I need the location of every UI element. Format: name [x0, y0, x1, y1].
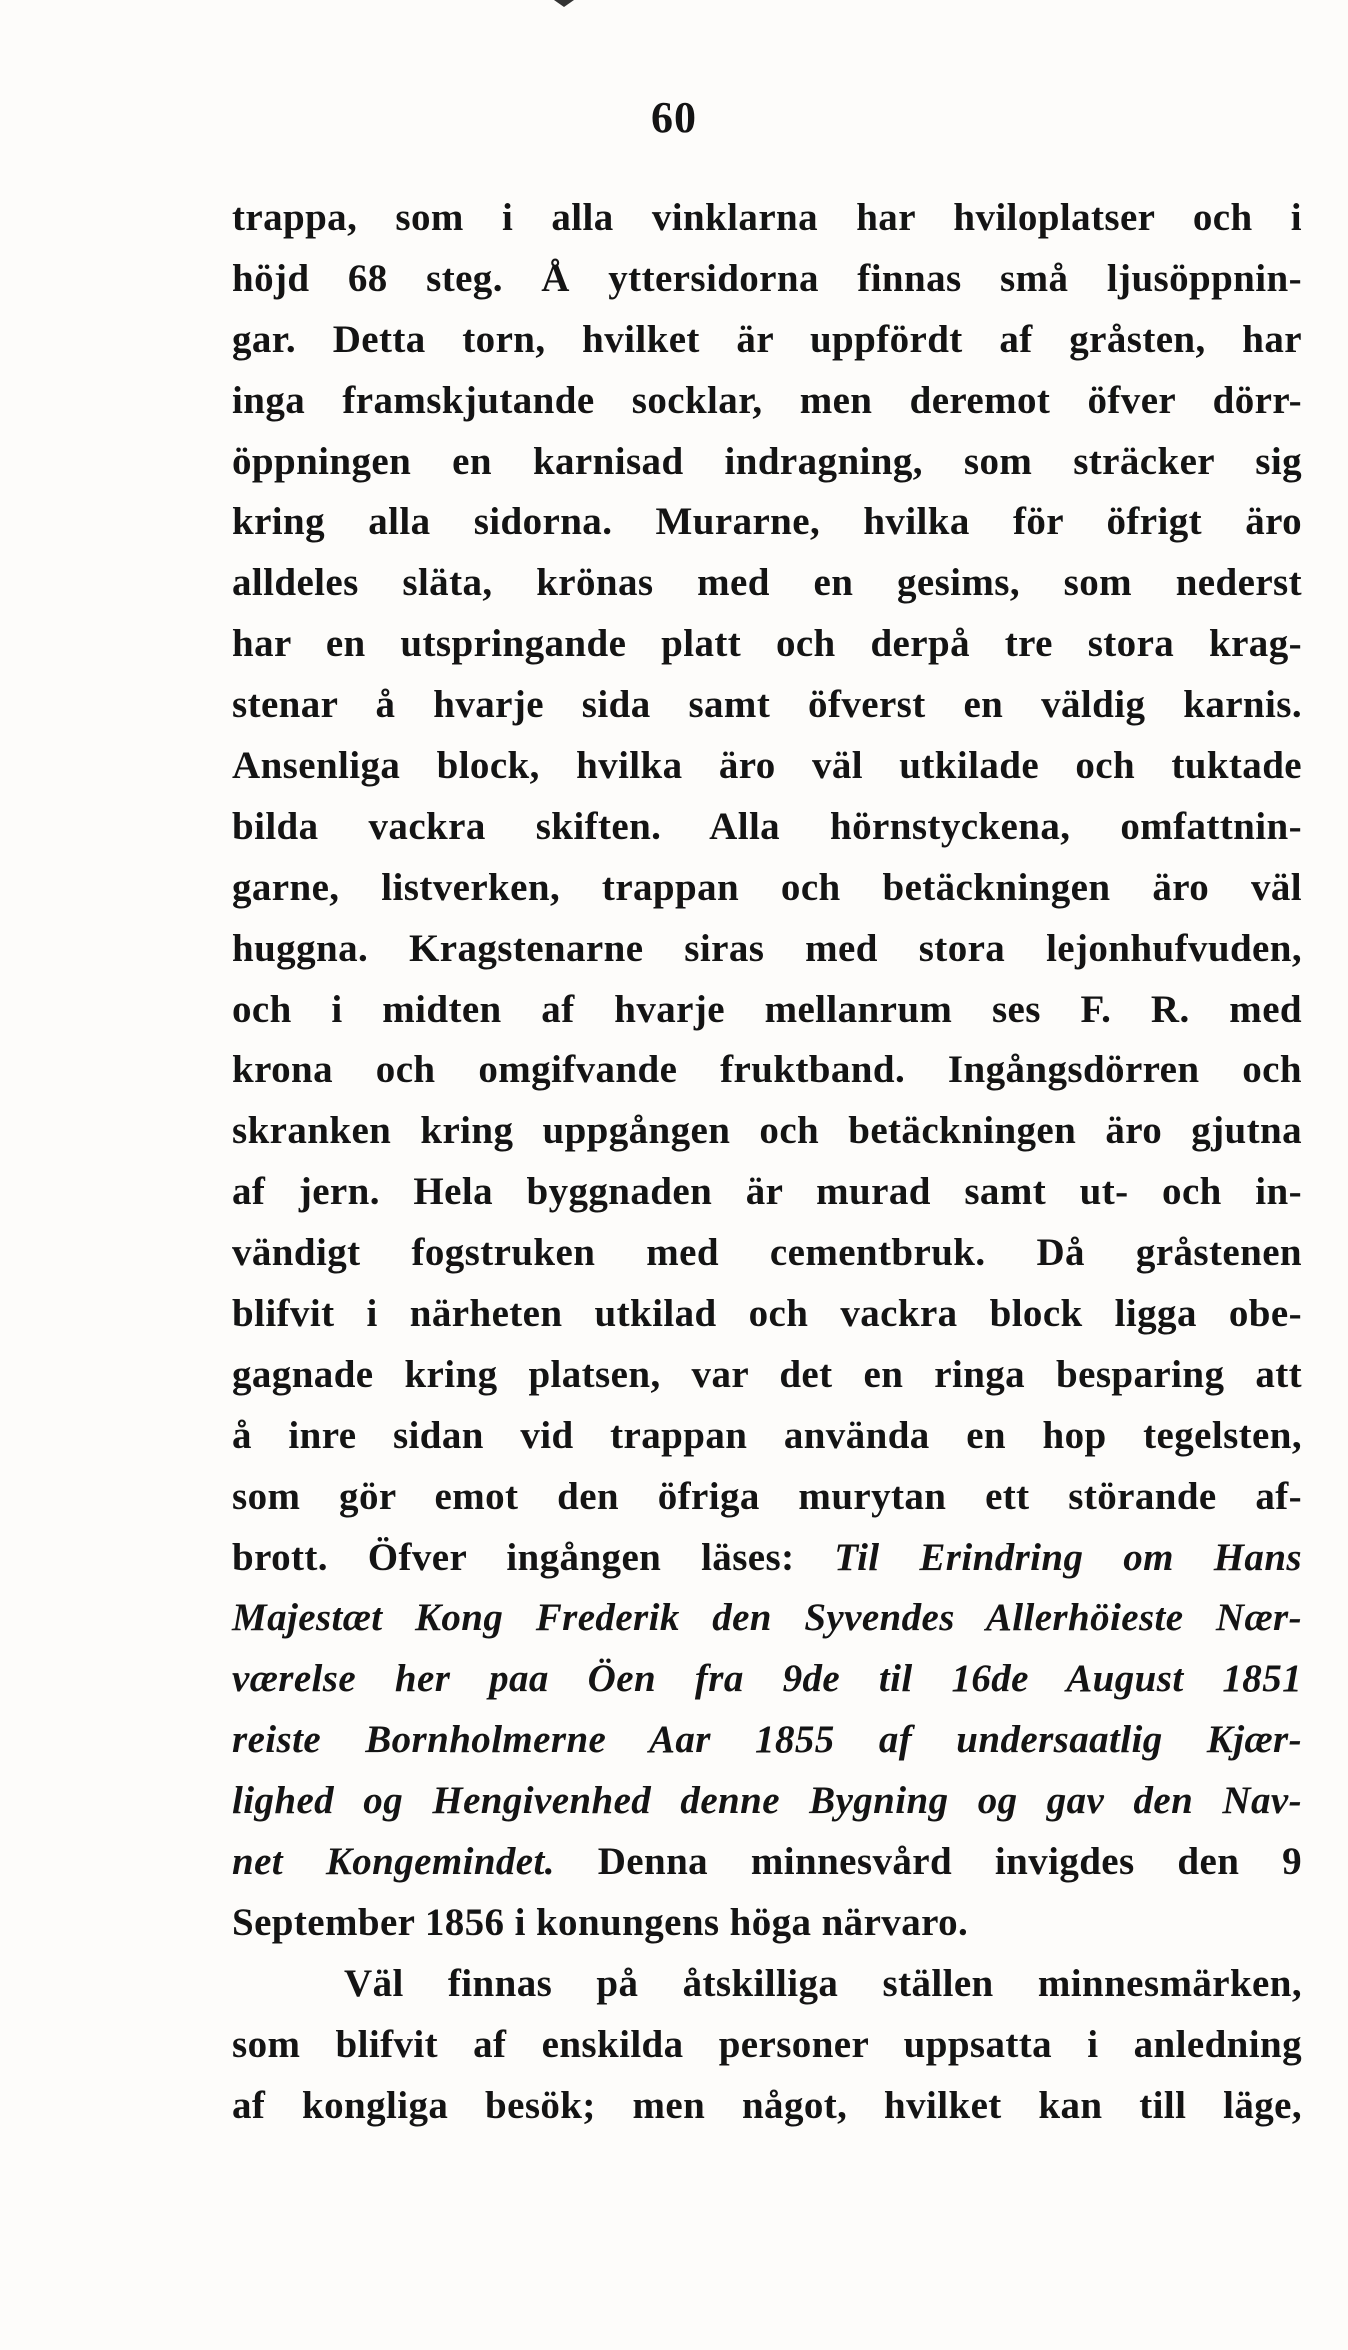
text-line: bilda vackra skiften. Alla hörnstyckena, omfattnin-: [232, 804, 1302, 848]
text-line: kring alla sidorna. Murarne, hvilka för öfrigt äro: [232, 500, 1302, 544]
inscription-text: reiste Bornholmerne Aar 1855 af undersaatlig Kjær-: [232, 1718, 1302, 1762]
text-line: net Kongemindet. Denna minnesvård invigdes den 9: [232, 1840, 1302, 1884]
text-line: inga framskjutande socklar, men deremot öfver dörr-: [232, 378, 1302, 422]
text-line: höjd 68 steg. Å yttersidorna finnas små ljusöppnin-: [232, 256, 1302, 300]
text-line: huggna. Kragstenarne siras med stora lejonhufvuden,: [232, 926, 1302, 970]
body-text: [232, 188, 1302, 2137]
text-line: trappa, som i alla vinklarna har hviloplatser och i: [232, 196, 1302, 239]
text-line: gagnade kring platsen, var det en ringa besparing att: [232, 1352, 1302, 1396]
text-line: öppningen en karnisad indragning, som sträcker sig: [232, 439, 1302, 483]
text-line: krona och omgifvande fruktband. Ingångsdörren och: [232, 1048, 1302, 1092]
text-line: å inre sidan vid trappan använda en hop tegelsten,: [232, 1413, 1302, 1457]
text-line: af kongliga besök; men något, hvilket kan till läge,: [232, 2083, 1302, 2127]
text-line: af jern. Hela byggnaden är murad samt ut- och in-: [232, 1170, 1302, 1214]
paragraph-start-line: Väl finnas på åtskilliga ställen minnesmärken,: [344, 1961, 1302, 2005]
text-line: vändigt fogstruken med cementbruk. Då gråstenen: [232, 1231, 1302, 1275]
inscription-text: værelse her paa Öen fra 9de til 16de August 1851: [232, 1657, 1302, 1701]
text-line: och i midten af hvarje mellanrum ses F. R. med: [232, 987, 1302, 1031]
text-line: [232, 1649, 1302, 1710]
text-line: brott. Öfver ingången läses: Til Erindring om Hans: [232, 1535, 1302, 1579]
text-line: som blifvit af enskilda personer uppsatta i anledning: [232, 2022, 1302, 2066]
paragraph-end-line: September 1856 i konungens höga närvaro.: [232, 1900, 969, 1944]
text-line: blifvit i närheten utkilad och vackra block ligga obe-: [232, 1292, 1302, 1336]
text-line: [232, 1710, 1302, 1771]
inscription-text: lighed og Hengivenhed denne Bygning og gav den Nav-: [232, 1779, 1302, 1823]
text-line: har en utspringande platt och derpå tre stora krag-: [232, 622, 1302, 666]
inscription-text: net Kongemindet.: [232, 1840, 555, 1884]
page-number: 60: [651, 93, 697, 142]
text-line: [232, 1771, 1302, 1832]
text-line: Ansenliga block, hvilka äro väl utkilade och tuktade: [232, 744, 1302, 788]
inscription-text: Majestæt Kong Frederik den Syvendes Allerhöieste Nær-: [232, 1596, 1302, 1640]
text-line: stenar å hvarje sida samt öfverst en väldig karnis.: [232, 683, 1302, 727]
page-top-mark: [552, 0, 576, 8]
text-line: [232, 1588, 1302, 1649]
text-line: gar. Detta torn, hvilket är uppfördt af gråsten, har: [232, 317, 1302, 361]
text-line: garne, listverken, trappan och betäckningen äro väl: [232, 865, 1302, 909]
text-line: alldeles släta, krönas med en gesims, som nederst: [232, 561, 1302, 605]
inscription-text: Til Erindring om Hans: [834, 1535, 1302, 1579]
text-line: som gör emot den öfriga murytan ett störande af-: [232, 1474, 1302, 1518]
text-line: skranken kring uppgången och betäckningen äro gjutna: [232, 1109, 1302, 1153]
